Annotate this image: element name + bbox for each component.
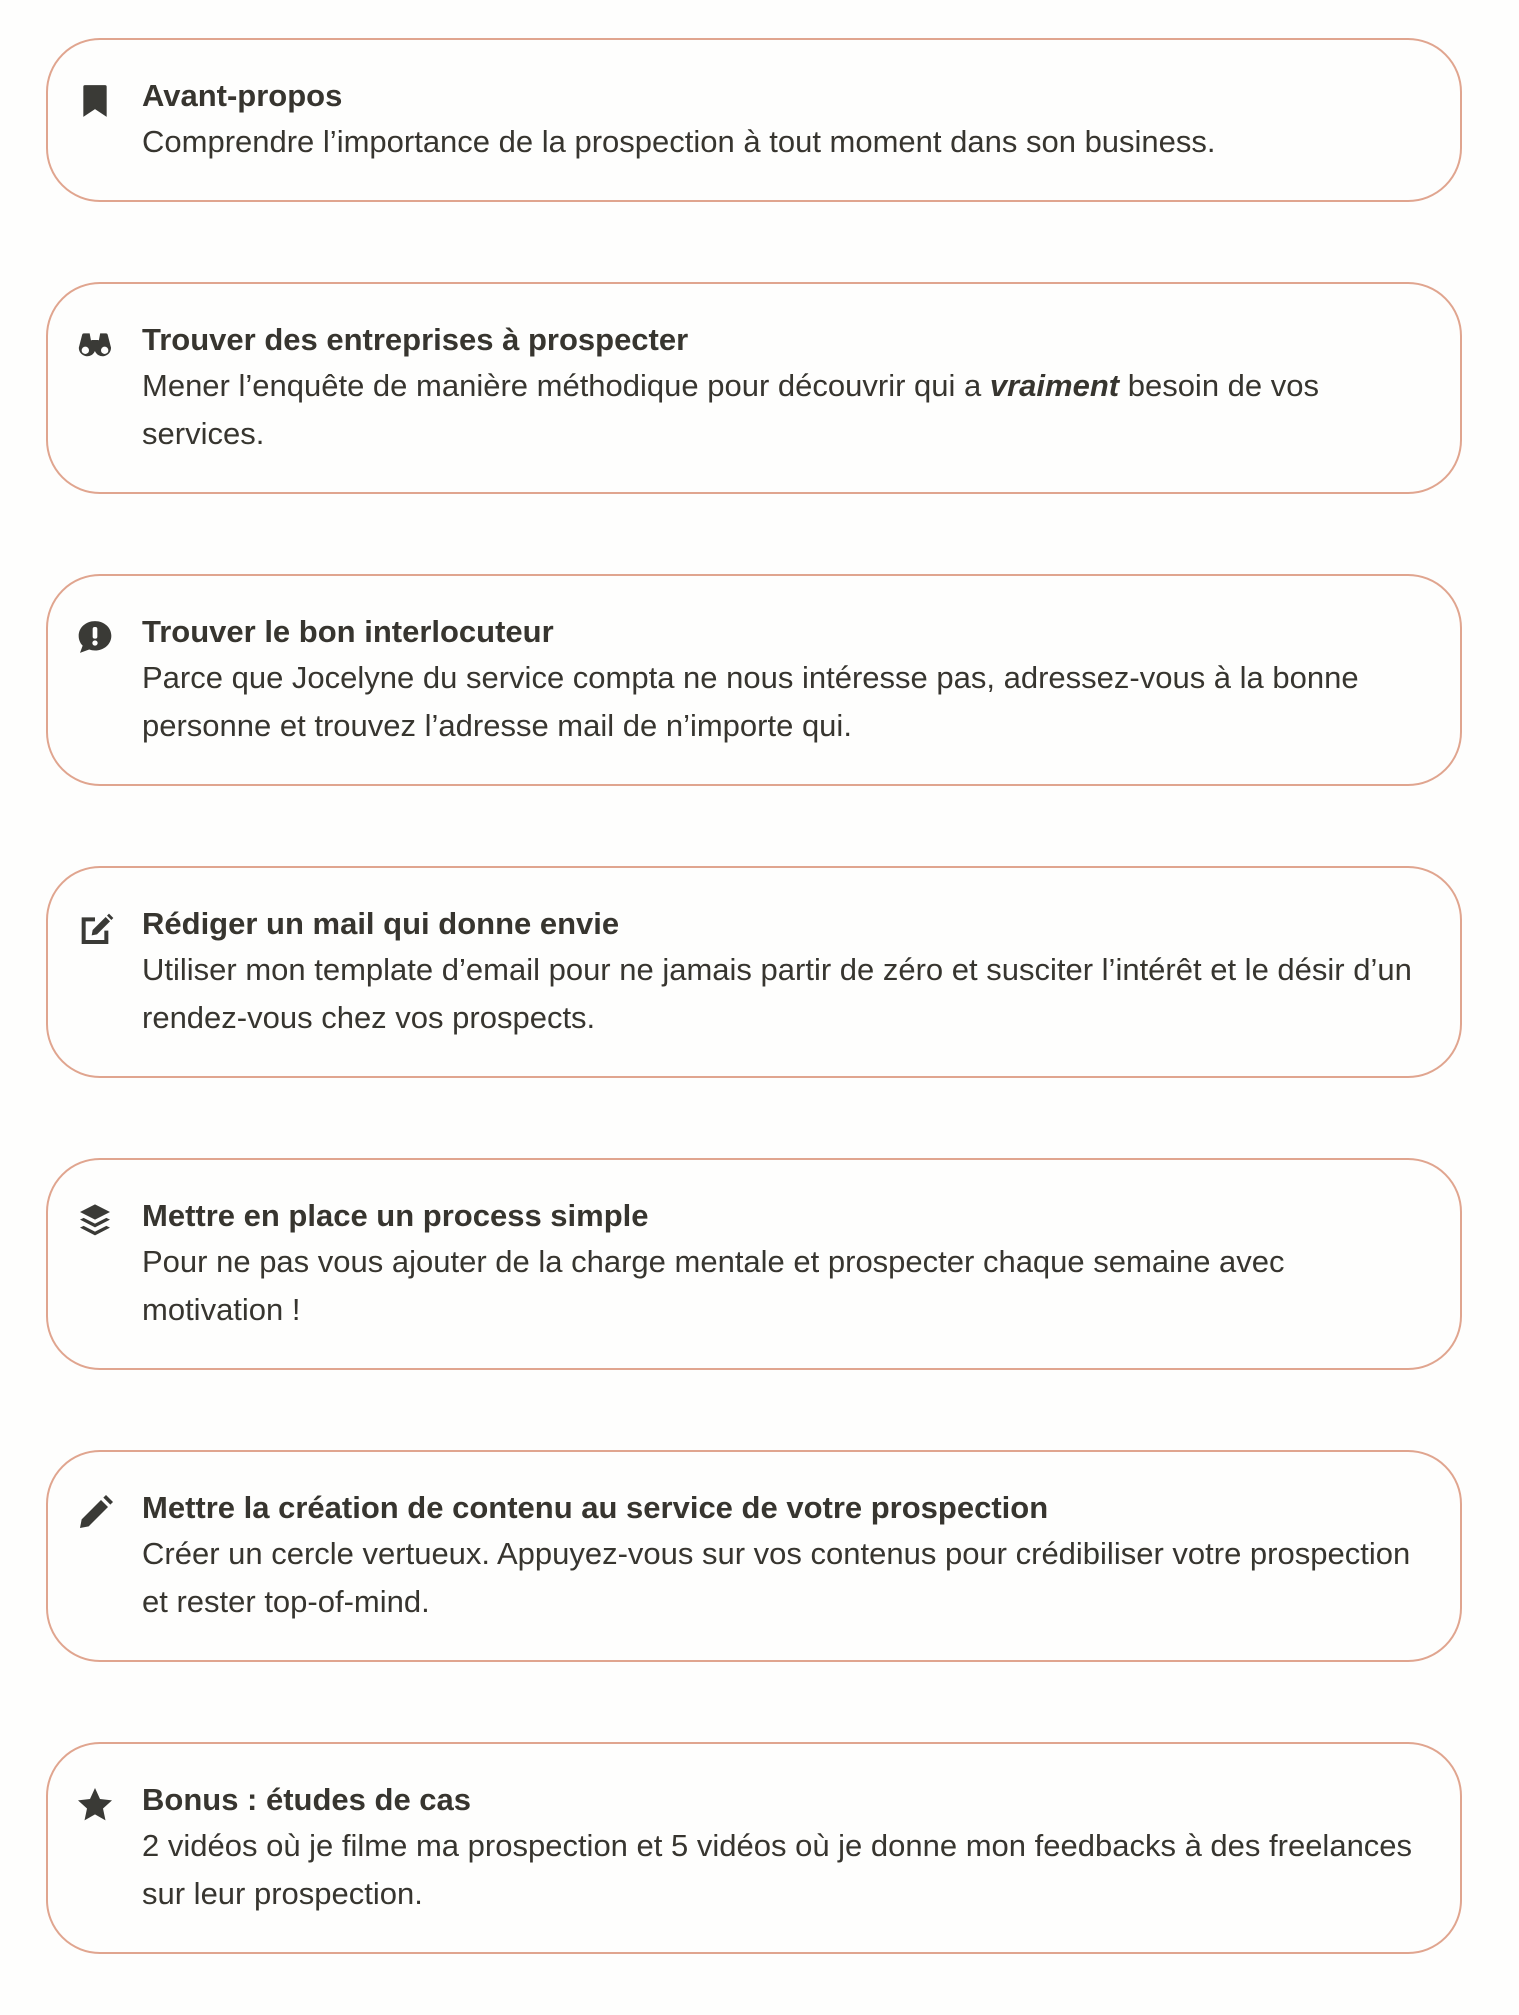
card-title: Mettre la création de contenu au service de votre prospection [142, 1490, 1049, 1525]
edit-square-icon [74, 908, 116, 950]
description-emphasis: vraiment [989, 368, 1120, 403]
card-description [142, 362, 1432, 458]
card-rediger-mail [46, 866, 1462, 1078]
card-bon-interlocuteur [46, 574, 1462, 786]
card-bonus [46, 1742, 1462, 1954]
pencil-icon [74, 1492, 116, 1534]
card-title: Bonus : études de cas [142, 1782, 472, 1817]
card-title: Avant-propos [142, 78, 343, 113]
card-description: Utiliser mon template d’email pour ne jamais partir de zéro et susciter l’intérêt et le désir d’un rendez-vous chez vos prospects. [142, 952, 1412, 1035]
comment-exclamation-icon [74, 616, 116, 658]
binoculars-icon [74, 324, 116, 366]
card-avant-propos [46, 38, 1462, 202]
description-text: Mener l’enquête de manière méthodique pour découvrir qui a [142, 368, 990, 403]
card-title: Trouver des entreprises à prospecter [142, 322, 689, 357]
star-icon [74, 1784, 116, 1826]
card-description: Parce que Jocelyne du service compta ne nous intéresse pas, adressez-vous à la bonne personne et trouvez l’adresse mail de n’importe qui. [142, 660, 1359, 743]
description-text: besoin de vos services. [142, 368, 1320, 451]
card-description: 2 vidéos où je filme ma prospection et 5 vidéos où je donne mon feedbacks à des freelances sur leur prospection. [142, 1828, 1413, 1911]
card-creation-contenu [46, 1450, 1462, 1662]
card-description: Pour ne pas vous ajouter de la charge mentale et prospecter chaque semaine avec motivation ! [142, 1244, 1285, 1327]
card-description: Créer un cercle vertueux. Appuyez-vous sur vos contenus pour crédibiliser votre prospection et rester top-of-mind. [142, 1536, 1411, 1619]
card-title: Trouver le bon interlocuteur [142, 614, 554, 649]
bookmark-icon [74, 80, 116, 122]
card-trouver-entreprises [46, 282, 1462, 494]
card-process-simple [46, 1158, 1462, 1370]
card-description: Comprendre l’importance de la prospection à tout moment dans son business. [142, 124, 1216, 159]
card-title: Mettre en place un process simple [142, 1198, 649, 1233]
layers-icon [74, 1200, 116, 1242]
card-title: Rédiger un mail qui donne envie [142, 906, 620, 941]
